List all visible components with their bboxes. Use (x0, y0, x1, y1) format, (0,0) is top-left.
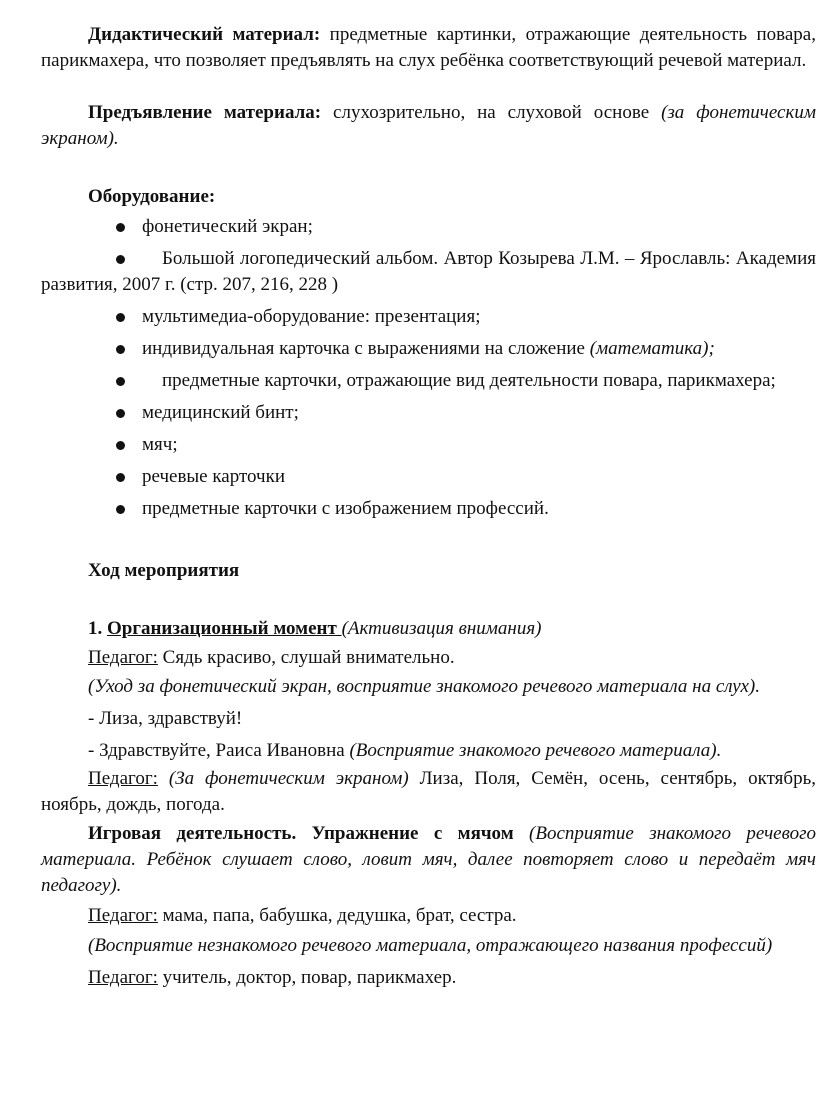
teacher-label: Педагог: (88, 967, 158, 988)
presentation-label: Предъявление материала: (88, 102, 322, 123)
list-item: мультимедиа-оборудование: презентация; (41, 304, 816, 330)
list-item: предметные карточки, отражающие вид деятельности повара, парикмахера; (41, 368, 816, 394)
list-item: медицинский бинт; (41, 400, 816, 426)
bullet-icon (116, 409, 125, 418)
didactic-label: Дидактический материал: (88, 24, 321, 45)
game-paragraph: Игровая деятельность. Упражнение с мячом (Восприятие знакомого речевого материала. Ребёнок слушает слово, ловит мяч, далее повторяет слово и передаёт мяч педагогу). (41, 823, 816, 896)
bullet-icon (116, 377, 125, 386)
section1-italic: (Активизация внимания) (341, 618, 542, 639)
bullet-icon (116, 255, 125, 264)
bullet-icon (116, 223, 125, 232)
teacher-label: Педагог: (88, 905, 158, 926)
section1-line1: Педагог: Сядь красиво, слушай внимательно. (88, 647, 455, 668)
teacher-label: Педагог: (88, 768, 158, 789)
bullet-icon (116, 313, 125, 322)
didactic-text: предметные картинки, отражающие деятельность повара, парикмахера, что позволяет предъявлять на слух ребёнка соответствующий речевой материал. (41, 24, 816, 71)
presentation-paragraph (41, 100, 816, 152)
list-item: Большой логопедический альбом. Автор Козырева Л.М. – Ярославль: Академия развития, 2007 г. (стр. 207, 216, 228 ) (41, 248, 816, 295)
section1-note1: (Уход за фонетический экран, восприятие знакомого речевого материала на слух). (88, 676, 760, 697)
bullet-icon (116, 441, 125, 450)
document-page (41, 22, 816, 991)
section1-heading: 1. Организационный момент (Активизация внимания) (88, 618, 542, 639)
equipment-list (41, 214, 816, 522)
presentation-italic: (за фонетическим экраном). (41, 102, 816, 149)
dialog-line-1: - Лиза, здравствуй! (88, 708, 243, 729)
list-item: фонетический экран; (41, 214, 816, 240)
section1-line2: Педагог: (За фонетическим экраном) Лиза, Поля, Семён, осень, сентябрь, октябрь, ноябрь, дождь, погода. (41, 768, 816, 815)
list-item: мяч; (41, 432, 816, 458)
didactic-paragraph (41, 22, 816, 74)
list-item: предметные карточки с изображением профессий. (41, 496, 816, 522)
game-note: (Восприятие незнакомого речевого материала, отражающего названия профессий) (88, 935, 773, 956)
game-line1: Педагог: мама, папа, бабушка, дедушка, брат, сестра. (88, 905, 517, 926)
dialog-line-2: - Здравствуйте, Раиса Ивановна (Восприятие знакомого речевого материала). (88, 740, 722, 761)
equipment-heading: Оборудование: (88, 186, 216, 207)
presentation-text: слухозрительно, на слуховой основе (321, 102, 662, 123)
game-line2: Педагог: учитель, доктор, повар, парикмахер. (88, 967, 457, 988)
list-item: индивидуальная карточка с выражениями на сложение (математика); (41, 336, 816, 362)
bullet-icon (116, 345, 125, 354)
teacher-label: Педагог: (88, 647, 158, 668)
bullet-icon (116, 505, 125, 514)
bullet-icon (116, 473, 125, 482)
game-label: Игровая деятельность. Упражнение с мячом (88, 823, 514, 844)
list-item: речевые карточки (41, 464, 816, 490)
course-heading: Ход мероприятия (88, 560, 240, 581)
section1-title: Организационный момент (107, 618, 342, 639)
